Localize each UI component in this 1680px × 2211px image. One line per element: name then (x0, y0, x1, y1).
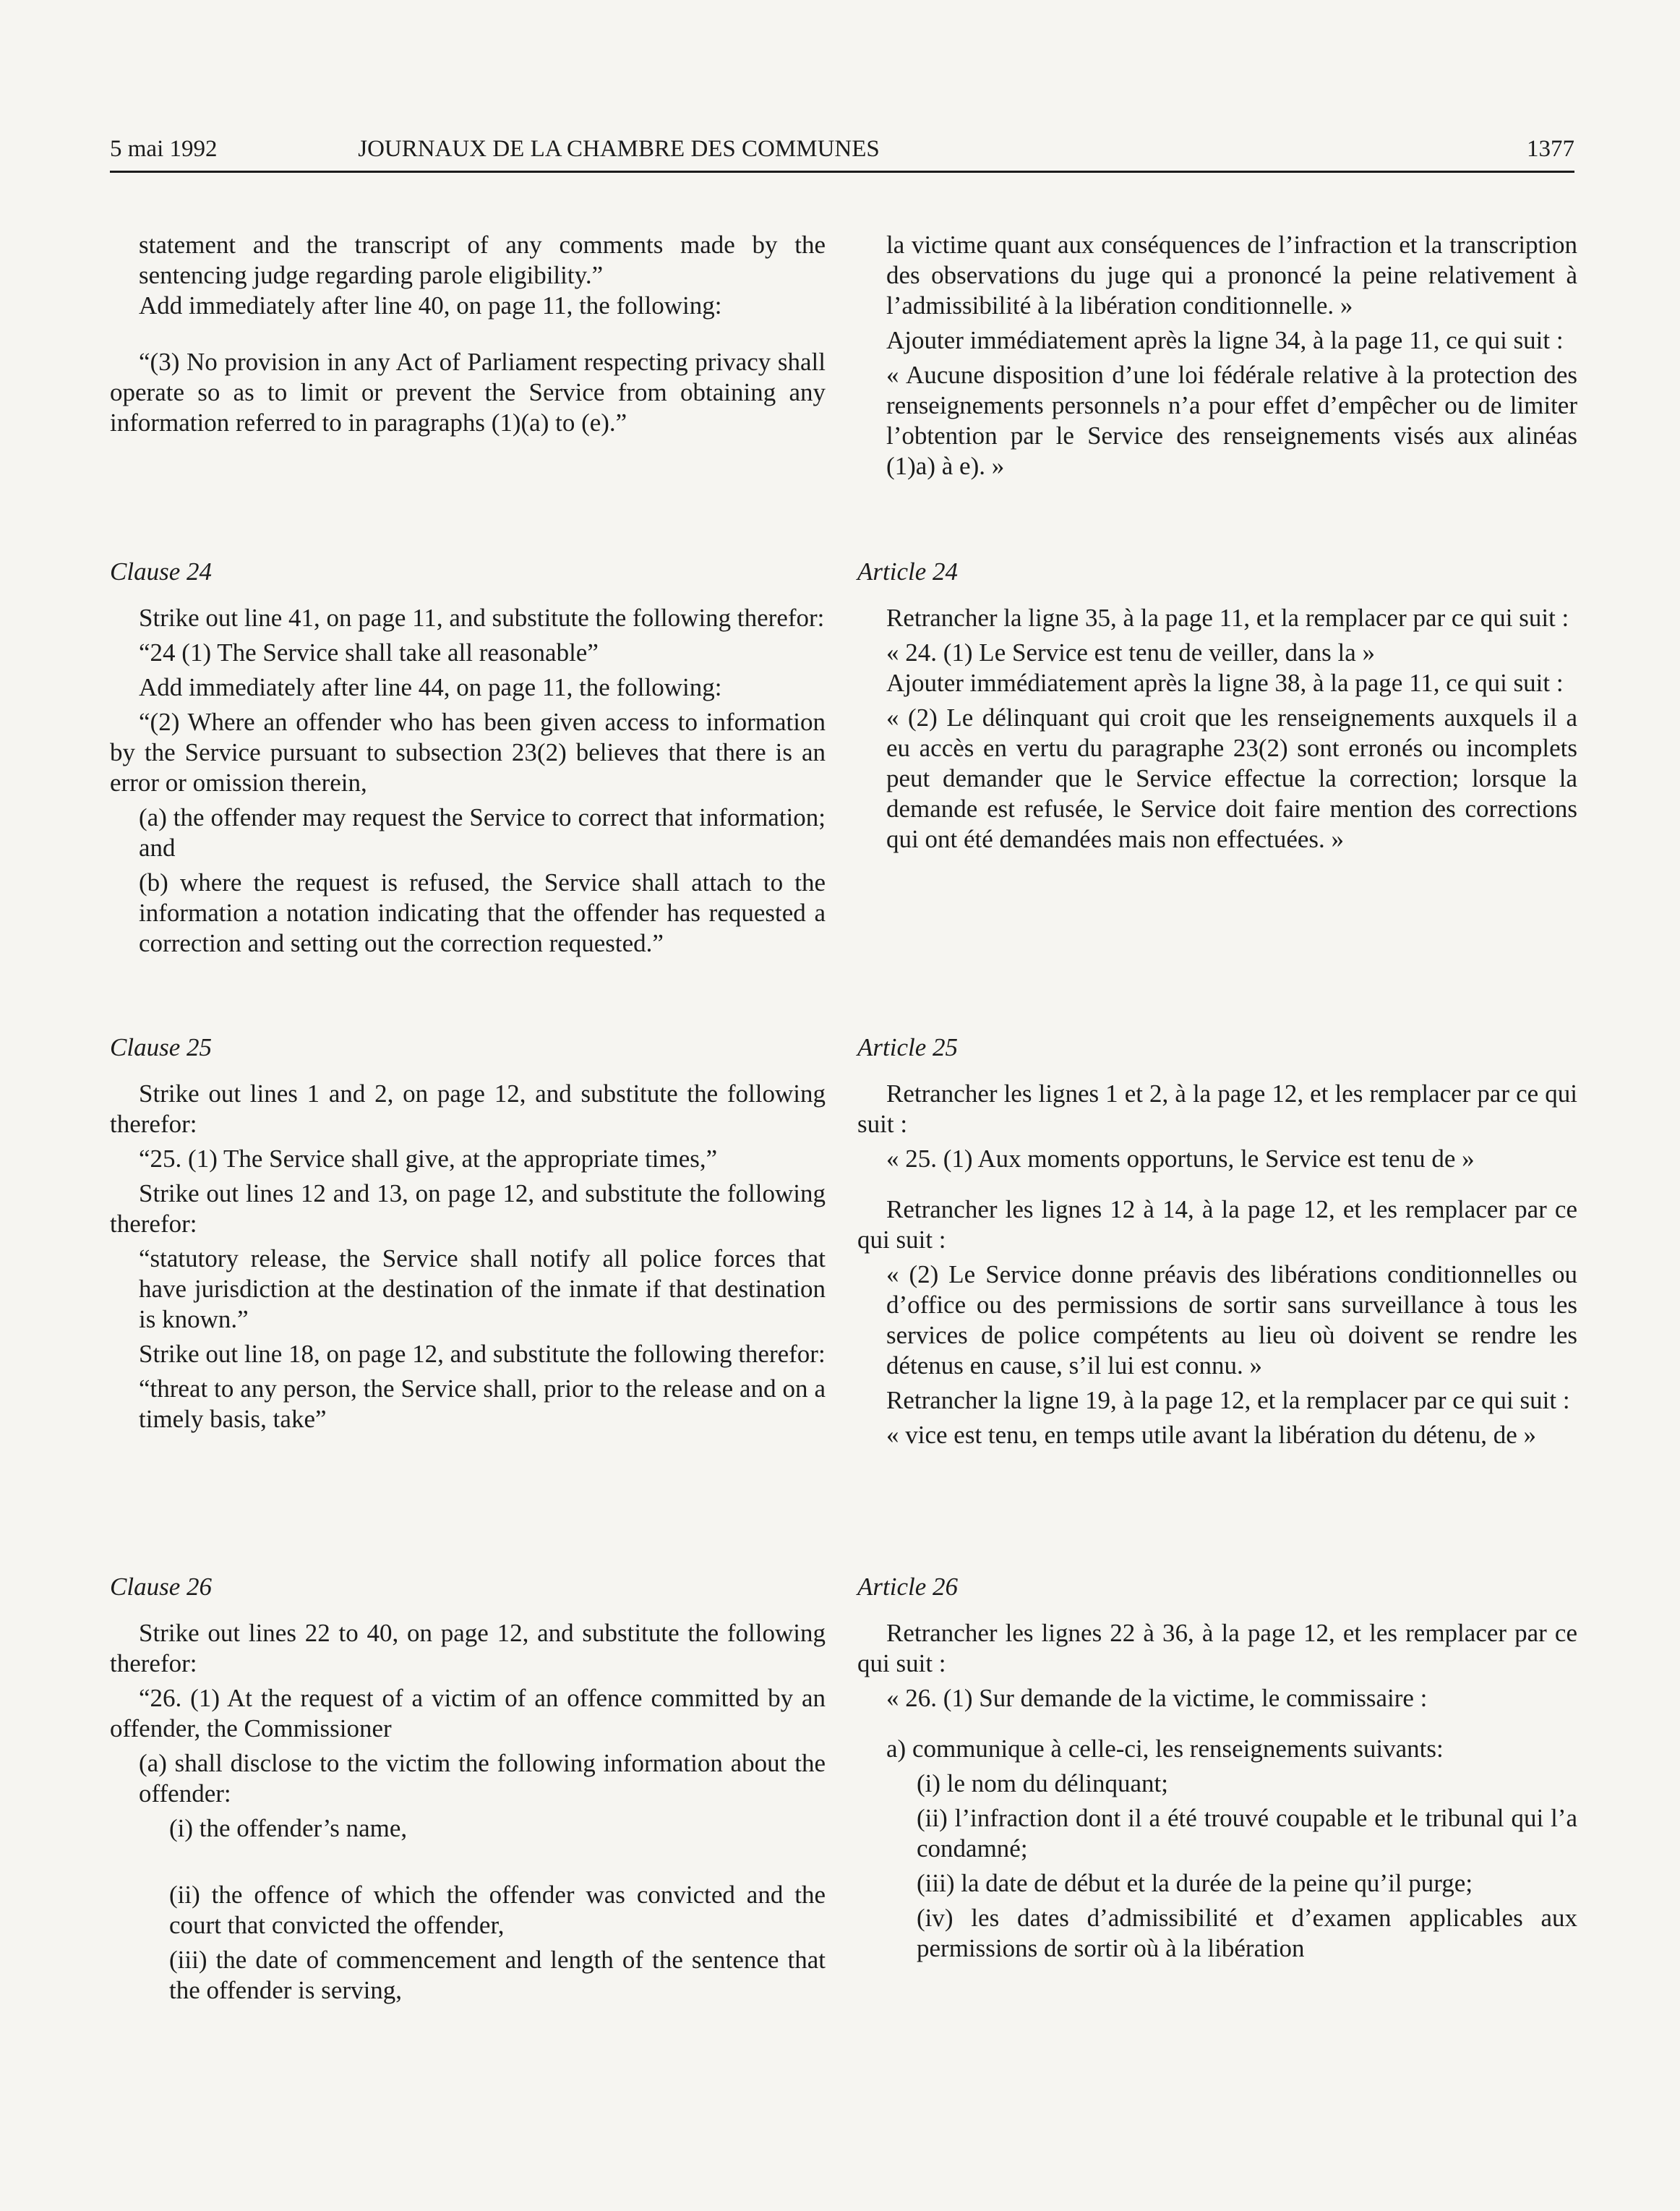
paragraph: Retrancher les lignes 1 et 2, à la page 12, et les remplacer par ce qui suit : (857, 1079, 1577, 1138)
section-heading: Clause 25 (110, 1033, 212, 1061)
section-heading: Clause 26 (110, 1573, 212, 1601)
section-heading: Article 24 (857, 557, 958, 586)
paragraph: a) communique à celle-ci, les renseignements suivants: (886, 1735, 1444, 1763)
clause-24-section (110, 557, 826, 959)
paragraph: “statutory release, the Service shall notify all police forces that have jurisdiction at the destination of the inmate if that destination is known.” (139, 1244, 826, 1333)
header-page-number: 1377 (1527, 136, 1574, 162)
article-25-section (857, 1032, 1577, 1450)
paragraph: Retrancher la ligne 35, à la page 11, et la remplacer par ce qui suit : (886, 604, 1569, 632)
paragraph: « (2) Le Service donne préavis des libérations conditionnelles ou d’office ou des permissions de sortir sans surveillance à tous les services de police compétents au lieu où doivent se rendre les détenus en cause, s’il lui est connu. » (886, 1260, 1577, 1380)
paragraph: « 26. (1) Sur demande de la victime, le commissaire : (886, 1684, 1428, 1712)
clause-25-section (110, 1032, 826, 1434)
paragraph: Strike out lines 1 and 2, on page 12, and substitute the following therefor: (110, 1079, 826, 1138)
paragraph: Strike out line 18, on page 12, and substitute the following therefor: (139, 1340, 826, 1368)
paragraph: « 25. (1) Aux moments opportuns, le Service est tenu de » (886, 1145, 1475, 1173)
paragraph: Add immediately after line 40, on page 11, the following: (139, 291, 722, 320)
paragraph: Ajouter immédiatement après la ligne 34, à la page 11, ce qui suit : (886, 326, 1564, 354)
header-rule (110, 171, 1574, 173)
paragraph: (iii) la date de début et la durée de la peine qu’il purge; (917, 1869, 1473, 1897)
article-26-section (857, 1572, 1577, 1964)
paragraph: (ii) l’infraction dont il a été trouvé coupable et le tribunal qui l’a condamné; (917, 1804, 1577, 1863)
header-journal-title: JOURNAUX DE LA CHAMBRE DES COMMUNES (358, 136, 880, 162)
paragraph: “25. (1) The Service shall give, at the appropriate times,” (139, 1145, 718, 1173)
clause-26-section (110, 1572, 826, 2006)
paragraph: statement and the transcript of any comments made by the sentencing judge regarding parole eligibility.” (139, 231, 826, 289)
paragraph: « (2) Le délinquant qui croit que les renseignements auxquels il a eu accès en vertu du paragraphe 23(2) sont erronés ou incomplets peut demander que le Service effectue la correction; lorsque la demande est refusée, le Service doit faire mention des corrections qui ont été demandées mais non effectuées. » (886, 704, 1577, 853)
paragraph: Retrancher les lignes 22 à 36, à la page 12, et les remplacer par ce qui suit : (857, 1619, 1577, 1677)
paragraph: Strike out lines 12 and 13, on page 12, and substitute the following therefor: (110, 1179, 826, 1238)
paragraph: Add immediately after line 44, on page 11, the following: (139, 673, 722, 701)
paragraph: Ajouter immédiatement après la ligne 38, à la page 11, ce qui suit : (886, 669, 1564, 697)
paragraph: “24 (1) The Service shall take all reasonable” (139, 638, 599, 667)
paragraph: Retrancher les lignes 12 à 14, à la page 12, et les remplacer par ce qui suit : (857, 1195, 1577, 1254)
paragraph: “26. (1) At the request of a victim of an offence committed by an offender, the Commissioner (110, 1684, 826, 1742)
paragraph: “(3) No provision in any Act of Parliament respecting privacy shall operate so as to limit or prevent the Service from obtaining any information referred to in paragraphs (1)(a) to (e).” (110, 348, 826, 437)
section-heading: Article 26 (857, 1573, 958, 1601)
paragraph: la victime quant aux conséquences de l’infraction et la transcription des observations du juge qui a prononcé la peine relativement à l’admissibilité à la libération conditionnelle. » (886, 231, 1577, 320)
article-24-section (857, 557, 1577, 855)
paragraph: « vice est tenu, en temps utile avant la libération du détenu, de » (886, 1421, 1537, 1449)
english-intro (110, 230, 826, 438)
header-date: 5 mai 1992 (110, 136, 218, 162)
paragraph: (a) shall disclose to the victim the following information about the offender: (139, 1749, 826, 1808)
paragraph: Strike out lines 22 to 40, on page 12, and substitute the following therefor: (110, 1619, 826, 1677)
paragraph: (i) le nom du délinquant; (917, 1769, 1168, 1797)
paragraph: (ii) the offence of which the offender was convicted and the court that convicted the offender, (169, 1881, 826, 1939)
paragraph: (a) the offender may request the Service to correct that information; and (139, 803, 826, 862)
paragraph: “(2) Where an offender who has been given access to information by the Service pursuant to subsection 23(2) believes that there is an error or omission therein, (110, 708, 826, 797)
french-intro (857, 230, 1577, 482)
paragraph: Strike out line 41, on page 11, and substitute the following therefor: (139, 604, 825, 632)
paragraph: « 24. (1) Le Service est tenu de veiller, dans la » (886, 638, 1376, 667)
paragraph: (iii) the date of commencement and length of the sentence that the offender is serving, (169, 1946, 826, 2004)
section-heading: Clause 24 (110, 557, 212, 586)
paragraph: Retrancher la ligne 19, à la page 12, et la remplacer par ce qui suit : (886, 1386, 1570, 1414)
paragraph: (i) the offender’s name, (169, 1814, 408, 1842)
paragraph: « Aucune disposition d’une loi fédérale relative à la protection des renseignements personnels n’a pour effet d’empêcher ou de limiter l’obtention par le Service des renseignements visés aux alinéas (1)a) à e). » (886, 361, 1577, 480)
paragraph: (b) where the request is refused, the Service shall attach to the information a notation indicating that the offender has requested a correction and setting out the correction requested.” (139, 868, 826, 957)
paragraph: (iv) les dates d’admissibilité et d’examen applicables aux permissions de sortir où à la libération (917, 1904, 1577, 1962)
section-heading: Article 25 (857, 1033, 958, 1061)
paragraph: “threat to any person, the Service shall, prior to the release and on a timely basis, take” (139, 1374, 826, 1433)
